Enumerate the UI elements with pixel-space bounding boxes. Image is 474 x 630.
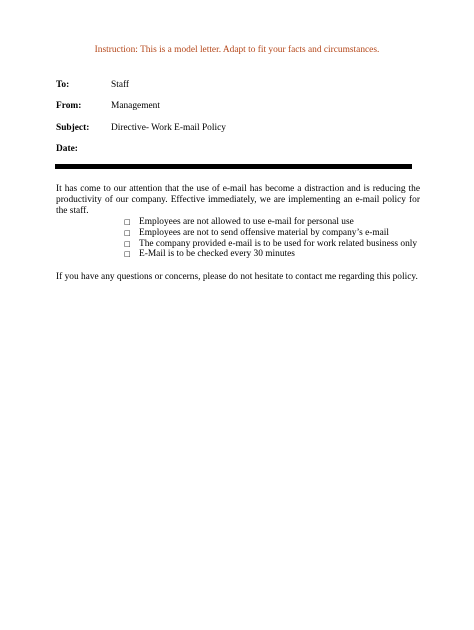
box-glyph-icon: □ <box>124 218 131 226</box>
list-item <box>124 249 424 260</box>
list-item <box>124 239 424 250</box>
memo-from-label: From: <box>56 101 82 111</box>
policy-text: E-Mail is to be checked every 30 minutes <box>139 249 295 260</box>
closing-paragraph: If you have any questions or concerns, please do not hesitate to contact me regarding this policy. <box>56 272 418 282</box>
box-glyph-icon: □ <box>124 250 131 259</box>
header-divider <box>55 164 412 169</box>
policy-list <box>124 217 424 260</box>
box-glyph-icon: □ <box>124 239 131 248</box>
list-item <box>124 228 424 239</box>
list-item <box>124 217 424 228</box>
intro-paragraph: It has come to our attention that the use of e-mail has become a distraction and is reducing the productivity of our company. Effective immediately, we are implementing an e-mail policy for the staff. <box>56 184 420 216</box>
box-glyph-icon: □ <box>124 228 131 237</box>
policy-text: Employees are not allowed to use e-mail for personal use <box>139 217 354 227</box>
memo-from-value: Management <box>111 101 160 111</box>
policy-text: The company provided e-mail is to be used for work related business only <box>139 238 418 249</box>
memo-subject-label: Subject: <box>56 123 90 133</box>
memo-subject-value: Directive- Work E-mail Policy <box>111 123 226 133</box>
memo-to-label: To: <box>56 80 70 90</box>
instruction-note: Instruction: This is a model letter. Adapt to fit your facts and circumstances. <box>94 45 380 55</box>
memo-date-label: Date: <box>56 144 78 154</box>
memo-to-value: Staff <box>111 80 130 90</box>
policy-text: Employees are not to send offensive material by company’s e-mail <box>139 227 390 238</box>
